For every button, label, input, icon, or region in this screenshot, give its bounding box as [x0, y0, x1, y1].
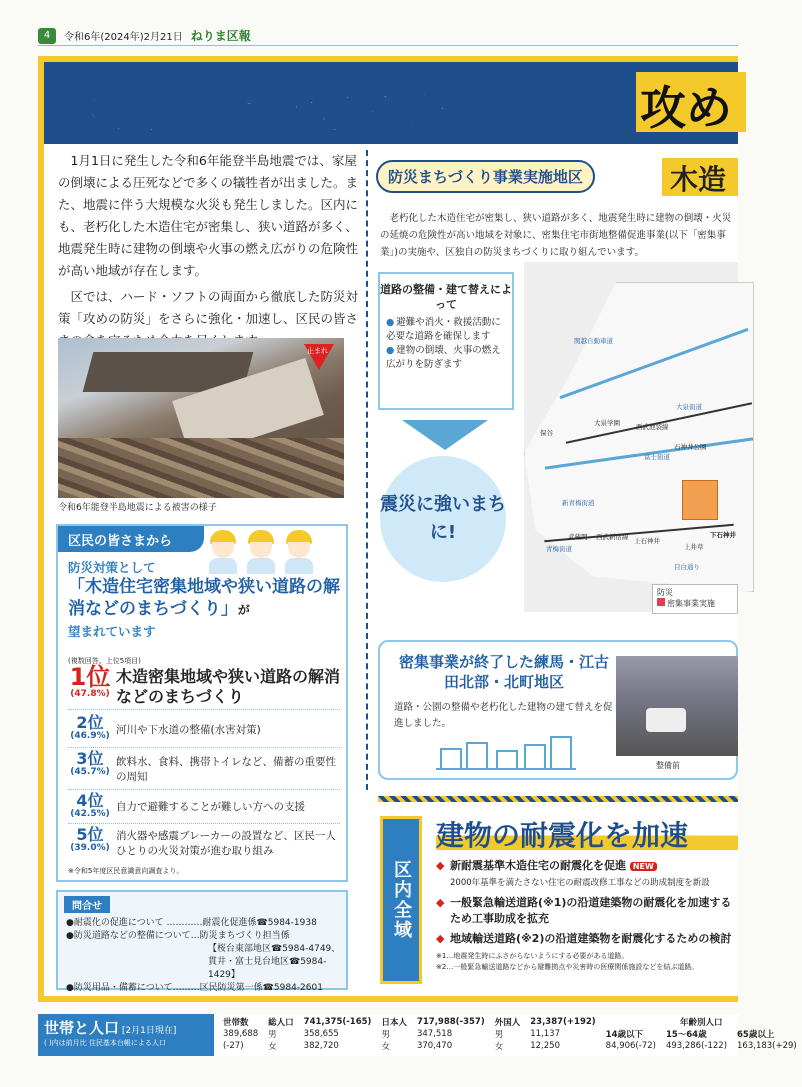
intro-text: [58, 150, 358, 356]
pop-cell: 23,387(+192): [530, 1017, 596, 1027]
pop-cell: 総人口: [268, 1018, 294, 1028]
project-area-marker: [682, 480, 718, 520]
map-station: 下石神井: [710, 531, 736, 539]
map-label: 関越自動車道: [574, 337, 613, 345]
pop-cell: 370,470: [416, 1041, 453, 1051]
title-banner: [44, 62, 738, 144]
survey-box: [56, 524, 348, 882]
pop-cell: 女: [494, 1042, 504, 1052]
residents-illustration: [206, 530, 316, 574]
rank-text: 消火器や感震ブレーカーの設置など、区民一人ひとりの火災対策が進む取り組み: [116, 830, 336, 857]
slogan-bubble: 震災に強いまちに!: [380, 456, 506, 582]
man-helmet-icon: [282, 530, 316, 574]
pop-cell: 11,137: [530, 1029, 560, 1039]
pop-cell: 女: [268, 1042, 277, 1052]
pop-cell: 14歳以下: [605, 1030, 644, 1040]
newsletter-logo: ねりま区報: [190, 29, 251, 43]
rank-text: 自力で避難することが難しい方への支援: [116, 801, 305, 813]
seismic-items: [436, 858, 738, 973]
map-label: 大泉街道: [676, 403, 702, 411]
column-divider: [366, 150, 368, 790]
survey-want: 望まれています: [68, 624, 156, 639]
contact-row: ●耐震化の促進について …………耐震化促進係☎5984-1938: [66, 918, 317, 928]
map-station: 西武池袋線: [636, 423, 669, 431]
survey-sub: 防災対策として: [68, 560, 156, 575]
map-label: 新青梅街道: [562, 499, 595, 507]
pop-cell: (-27): [223, 1041, 244, 1051]
pop-cell: 347,518: [416, 1029, 453, 1039]
pop-cell: 男: [268, 1030, 277, 1040]
map-station: 大泉学園: [594, 419, 620, 427]
pop-cell: 世帯数: [223, 1018, 249, 1028]
title-accent: 攻め: [636, 72, 746, 132]
new-badge: NEW: [630, 862, 657, 871]
pop-cell: 男: [494, 1030, 504, 1040]
rank-percent: (45.7%): [70, 766, 110, 777]
map-label: 目白通り: [674, 563, 700, 571]
contact-box: [56, 890, 348, 993]
pop-cell: 163,183(+29): [737, 1041, 797, 1051]
ward-wide-label: 区内全域: [380, 816, 422, 984]
rank-row: [68, 714, 340, 748]
pop-cell: 65歳以上: [737, 1030, 775, 1040]
legend-swatch: [657, 598, 665, 606]
population-title: 世帯と人口: [44, 1019, 120, 1037]
road-effects-box: [378, 272, 514, 410]
completed-desc: 道路・公園の整備や老朽化した建物の建て替えを促進しました。: [394, 702, 613, 729]
map-legend: [652, 584, 738, 614]
rank-number: 1位: [69, 663, 111, 691]
page-title: 区民の命を守るため: [62, 85, 503, 139]
pop-cell: 女: [381, 1042, 390, 1052]
survey-multi-note: (複数回答。上位5項目): [68, 657, 141, 665]
map-station: 上石神井: [634, 537, 660, 545]
survey-source-note: ※令和5年度区民意識意向調査より。: [68, 867, 184, 875]
road-effect-item: ● 建物の倒壊、火事の燃え広がりを防ぎます: [386, 344, 506, 372]
rank-number: 2位: [76, 713, 104, 732]
seismic-title: 建物の耐震化を加速: [436, 814, 738, 850]
seismic-item: ◆ 地域輸送道路(※2)の沿道建築物を耐震化するための検討: [436, 931, 738, 947]
car: [646, 708, 686, 732]
contact-heading: 問合せ: [64, 896, 110, 913]
rank-text: 河川や下水道の整備(水害対策): [116, 724, 261, 736]
child-helmet-icon: [206, 530, 240, 574]
earthquake-damage-photo: [58, 338, 344, 498]
survey-headline-text: 「木造住宅密集地域や狭い道路の解消などのまちづくり」: [68, 577, 340, 619]
legend-title: 防災: [657, 588, 673, 597]
seismic-item-text: 新耐震基準木造住宅の耐震化を促進: [450, 859, 626, 872]
pop-cell: 382,720: [303, 1041, 339, 1051]
woman-helmet-icon: [244, 530, 278, 574]
survey-headline: [68, 576, 340, 621]
map-station: 石神井公園: [674, 443, 707, 451]
intro-paragraph-1: 1月1日に発生した令和6年能登半島地震では、家屋の倒壊による圧死などで多くの犠牲者が出ました。また、地震に伴う大規模な火災も発生しました。区内にも、老朽化した木造住宅が密集し、狭い道路が多く、地震発生時に建物の倒壊や火事の燃え広がりの危険性が高い地域が存在します。: [58, 153, 359, 278]
population-table: [218, 1016, 802, 1052]
seismic-item: ◆ 一般緊急輸送道路(※1)の沿道建築物の耐震化を加速するため工事助成を拡充: [436, 895, 738, 927]
rank-row: [68, 792, 340, 824]
district-map: [524, 262, 738, 612]
rank-number: 4位: [76, 791, 104, 810]
pop-cell: 12,250: [530, 1041, 560, 1051]
rank-row: [68, 826, 340, 862]
seismic-item: [436, 858, 738, 891]
map-label: 青梅街道: [546, 545, 572, 553]
rank-percent: (39.0%): [70, 842, 110, 853]
contact-row: ●防災用品・備蓄について………区民防災第一係☎5984-2601: [66, 983, 323, 993]
photo-caption: 令和6年能登半島地震による被害の様子: [58, 503, 217, 513]
page-header: [38, 26, 738, 46]
map-station: 上井草: [684, 543, 704, 551]
rank-row: [68, 750, 340, 790]
population-label: [38, 1014, 214, 1056]
district-accent: 木造: [662, 158, 738, 196]
rank-number: 3位: [76, 749, 104, 768]
pop-cell: 男: [381, 1030, 390, 1040]
survey-headline-ga: が: [237, 603, 250, 617]
district-intro: 老朽化した木造住宅が密集し、狭い道路が多く、地震発生時に建物の倒壊・火災の延焼の危険性が高い地域を対象に、密集住宅市街地整備促進事業(以下「密集事業」)の実施や、区独自の防災まちづくりに取り組んでいます。: [380, 213, 732, 258]
map-station: 保谷: [540, 429, 553, 437]
pop-cell: 389,688: [223, 1029, 259, 1039]
footnote: ※2…一般緊急輸送道路などから避難拠点や災害時の医療関係施設などを結ぶ道路。: [436, 963, 699, 971]
rank-text: 飲料水、食料、携帯トイレなど、備蓄の重要性の周知: [116, 755, 336, 783]
population-bar: [38, 1014, 797, 1056]
pop-cell: 741,375(-165): [303, 1017, 372, 1027]
pop-cell: 717,988(-357): [416, 1017, 485, 1027]
district-label: 防災まちづくり事業実施地区: [376, 160, 595, 193]
page-number: 4: [38, 28, 56, 44]
legend-label: 密集事業実施: [667, 599, 715, 608]
map-label: 富士街道: [644, 453, 670, 461]
pop-cell: 日本人: [381, 1018, 407, 1028]
contact-row: 【桜台東部地区☎5984-4749、: [208, 944, 341, 954]
population-date: [2月1日現在]: [121, 1026, 177, 1036]
road-effect-item: ● 避難や消火・救援活動に必要な道路を確保します: [386, 316, 506, 344]
section-separator: [378, 796, 738, 802]
survey-heading: 区民の皆さまから: [58, 526, 204, 552]
before-photo: [616, 656, 738, 756]
rank-percent: (42.5%): [70, 808, 110, 819]
completed-district-box: [378, 640, 738, 780]
district-title: [376, 158, 738, 198]
map-station: 武蔵関: [568, 533, 588, 541]
rank-row: [68, 664, 340, 710]
population-note: ( )内は前月比 住民基本台帳による人口: [44, 1039, 166, 1047]
rank-text: 木造密集地域や狭い道路の解消などのまちづくり: [116, 666, 341, 706]
completed-title: 密集事業が終了した練馬・江古田北部・北町地区: [398, 653, 609, 691]
footnote: ※1…地震発生時にふさがらないようにする必要がある道路。: [436, 952, 629, 960]
pop-cell: 493,286(-122): [665, 1041, 728, 1051]
intro-paragraph-2: 区では、ハード・ソフトの両面から徹底した防災対策「攻めの防災」をさらに強化・加速し、区民の皆さ: [58, 289, 359, 326]
pop-cell: 84,906(-72): [605, 1041, 656, 1051]
pop-cell: 外国人: [494, 1018, 521, 1028]
rank-percent: (46.9%): [70, 730, 110, 741]
road-effects-title: 道路の整備・建て替えによって: [380, 283, 512, 311]
pop-cell: 358,655: [303, 1029, 339, 1039]
houses-illustration: [436, 736, 576, 770]
rubble: [58, 438, 344, 498]
pop-cell: 年齢別人口: [679, 1018, 723, 1028]
contact-row: 貫井・富士見台地区☎5984-1429】: [208, 957, 327, 980]
before-photo-caption: 整備前: [656, 761, 680, 770]
rank-percent: (47.8%): [70, 689, 110, 700]
rank-number: 5位: [76, 825, 104, 844]
map-station: 西武新宿線: [596, 533, 629, 541]
pop-cell: 15〜64歳: [665, 1030, 707, 1040]
seismic-item-sub: 2000年基準を満たさない住宅の耐震改修工事などの助成制度を新設: [450, 878, 710, 888]
issue-date: 令和6年(2024年)2月21日: [64, 32, 183, 43]
stop-sign-text: 止まれ: [307, 347, 328, 355]
contact-row: ●防災道路などの整備について…防災まちづくり担当係: [66, 931, 290, 941]
